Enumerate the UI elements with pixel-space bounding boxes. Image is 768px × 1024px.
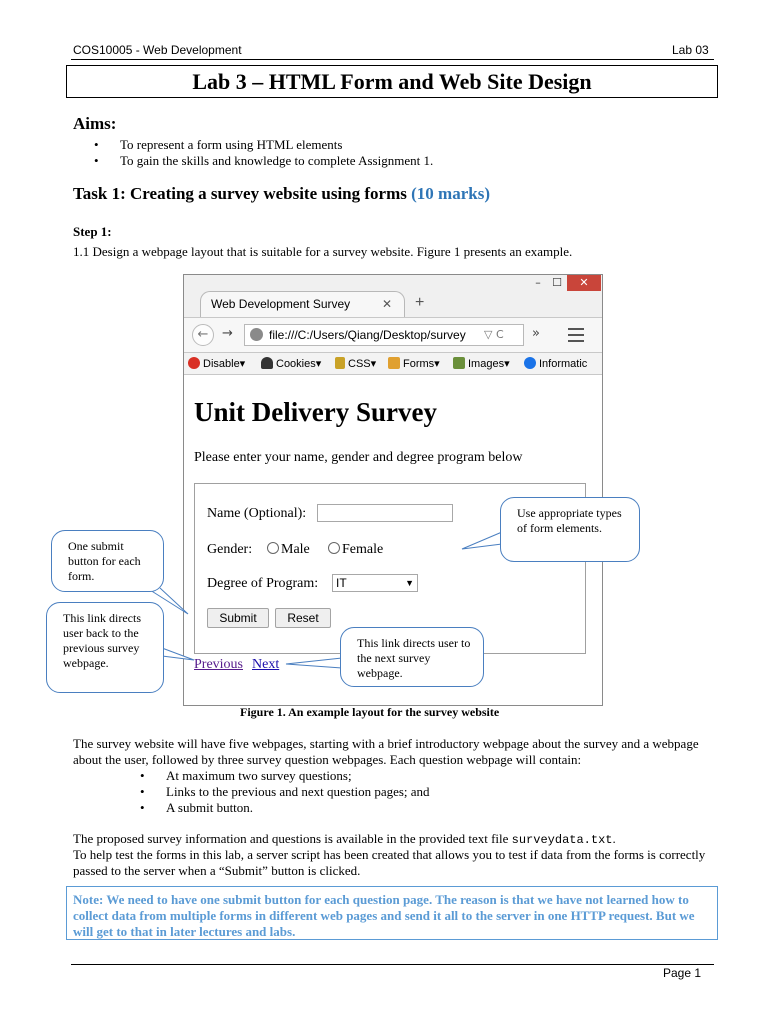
toolbar-item-disable[interactable]: Disable▾	[188, 353, 245, 375]
page-contents-list	[166, 768, 430, 816]
toolbar-item-images[interactable]: Images▾	[453, 353, 510, 375]
pointer-next	[286, 658, 342, 668]
toolbar-item-forms[interactable]: Forms▾	[388, 353, 440, 375]
degree-label: Degree of Program:	[207, 576, 319, 591]
body-paragraph-file: The proposed survey information and questions is available in the provided text file surveydata.txt.	[73, 831, 616, 847]
list-item: • At maximum two survey questions;	[166, 768, 430, 784]
name-label: Name (Optional):	[207, 506, 307, 521]
pointer-form-elements	[462, 532, 502, 549]
body-paragraph-server: To help test the forms in this lab, a server script has been created that allows you to test if data from the forms is correctly passed to the server when a “Submit” button is clicked.	[73, 847, 706, 878]
header-course: COS10005 - Web Development	[73, 43, 242, 57]
back-icon[interactable]: ←	[192, 324, 214, 346]
page-title: Lab 3 – HTML Form and Web Site Design	[66, 65, 718, 98]
list-item: • A submit button.	[166, 800, 430, 816]
list-item: • To represent a form using HTML elements	[120, 137, 433, 153]
previous-link[interactable]: Previous	[194, 657, 243, 672]
new-tab-icon[interactable]: +	[415, 294, 425, 311]
gender-label: Gender:	[207, 542, 253, 557]
list-item: • To gain the skills and knowledge to complete Assignment 1.	[120, 153, 433, 169]
reload-icon[interactable]: ▽ C	[484, 328, 504, 341]
footer-rule	[71, 964, 714, 965]
filename: surveydata.txt	[511, 833, 613, 847]
close-icon[interactable]: ✕	[567, 275, 601, 291]
gender-male-option[interactable]: Male	[267, 542, 310, 558]
minimize-icon[interactable]: –	[535, 276, 541, 289]
task-title: Task 1: Creating a survey website using forms	[73, 184, 407, 203]
tab-close-icon[interactable]: ✕	[381, 297, 392, 311]
step-text: 1.1 Design a webpage layout that is suitable for a survey website. Figure 1 presents an example.	[73, 244, 573, 259]
degree-select[interactable]: IT ▼	[332, 574, 418, 592]
reset-button[interactable]: Reset	[275, 608, 331, 628]
chevron-down-icon: ▼	[405, 578, 414, 588]
note-box: Note: We need to have one submit button for each question page. The reason is that we have not learned how to collect data from multiple forms in different web pages and send it all to the server in one HTTP request. But we will get to that in later lectures and labs.	[66, 886, 718, 940]
header-lab: Lab 03	[672, 43, 709, 57]
list-item: • Links to the previous and next question pages; and	[166, 784, 430, 800]
submit-button[interactable]: Submit	[207, 608, 269, 628]
figure-caption: Figure 1. An example layout for the survey website	[240, 705, 500, 719]
callout-previous: This link directs user back to the previous survey webpage.	[46, 602, 164, 693]
address-bar[interactable]: file:///C:/Users/Qiang/Desktop/survey	[244, 324, 524, 346]
toolbar-item-information[interactable]: Informatic	[524, 353, 587, 375]
tab-title: Web Development Survey	[211, 297, 351, 311]
next-link[interactable]: Next	[252, 657, 280, 672]
toolbar-item-css[interactable]: CSS▾	[335, 353, 376, 375]
forward-icon[interactable]: →	[222, 326, 233, 341]
pointer-previous	[162, 648, 194, 660]
aims-heading: Aims:	[73, 114, 117, 133]
body-paragraph: The survey website will have five webpages, starting with a brief introductory webpage about the survey and a webpage about the user, followed by three survey question webpages. Each question webpage will contain:	[73, 736, 699, 767]
maximize-icon[interactable]: ☐	[552, 276, 562, 289]
overflow-icon[interactable]: »	[532, 326, 540, 341]
task-marks: (10 marks)	[411, 184, 490, 203]
toolbar-item-cookies[interactable]: Cookies▾	[261, 353, 321, 375]
survey-heading: Unit Delivery Survey	[194, 397, 437, 427]
gender-female-option[interactable]: Female	[328, 542, 383, 558]
step-heading: Step 1:	[73, 224, 112, 239]
callout-form-elements: Use appropriate types of form elements.	[500, 497, 640, 562]
page-number: Page 1	[663, 966, 702, 980]
survey-intro: Please enter your name, gender and degree program below	[194, 450, 523, 465]
callout-submit: One submit button for each form.	[51, 530, 164, 592]
callout-next: This link directs user to the next survey webpage.	[340, 627, 484, 687]
